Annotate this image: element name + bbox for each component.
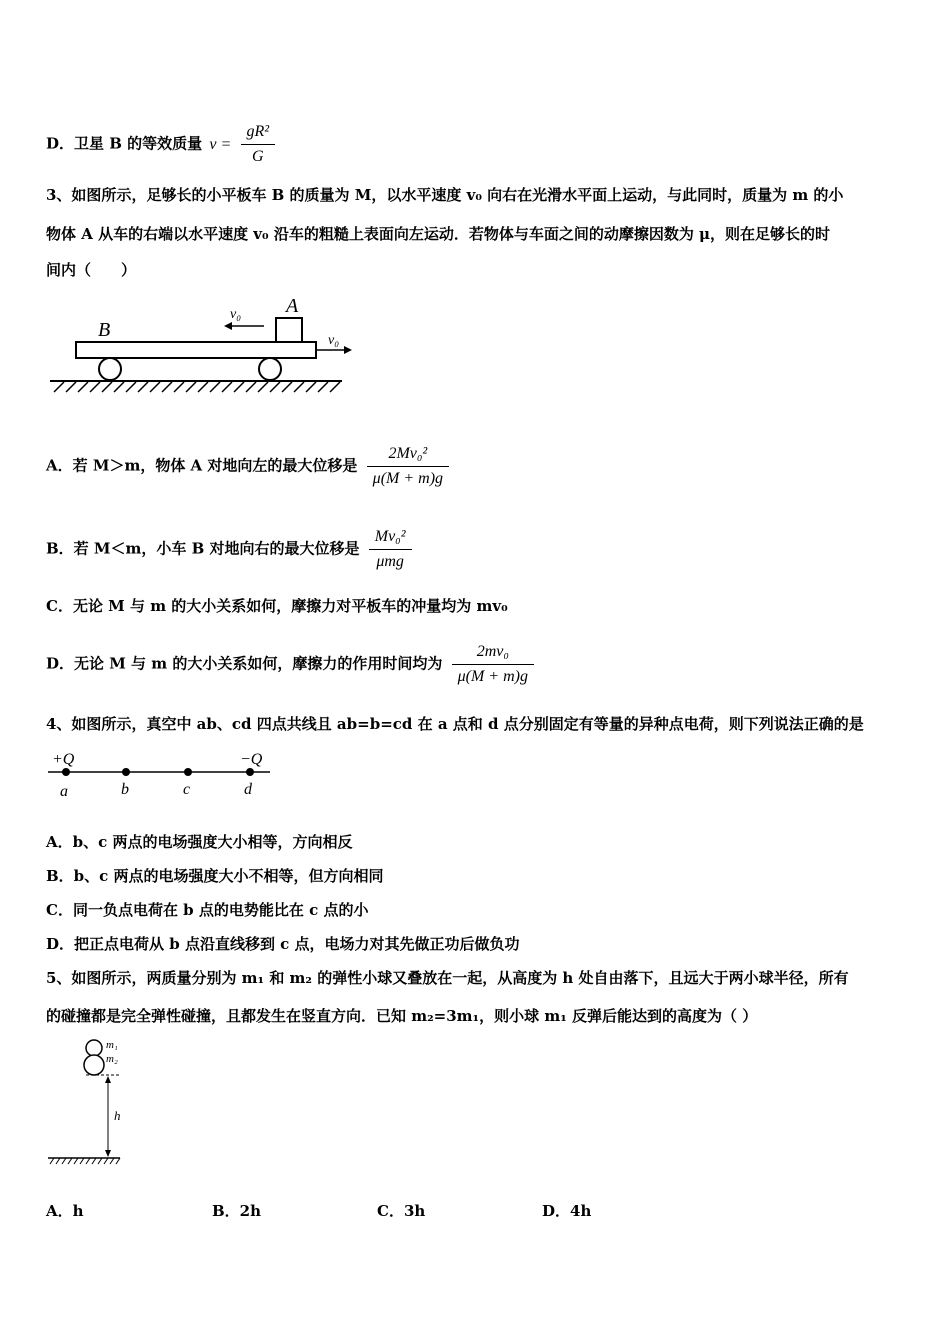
cart-wheel-left [99,358,121,380]
q5-stem-line-2: 的碰撞都是完全弹性碰撞，且都发生在竖直方向．已知 m₂=3m₁，则小球 m₁ 反弹后能达到的高度为（ ） [46,1007,758,1025]
q4-option-b: B．b、c 两点的电场强度大小不相等，但方向相同 [46,867,384,885]
cart-board [76,342,316,358]
q3-option-d-fraction [452,642,534,687]
q5-option-d: D．4h [542,1202,592,1220]
q3-option-c: C．无论 M 与 m 的大小关系如何，摩擦力对平板车的冲量均为 mv₀ [46,597,508,615]
charge-label-positive: +Q [52,751,75,768]
q3-option-d-text: D．无论 M 与 m 的大小关系如何，摩擦力的作用时间均为 [46,654,443,673]
q5-options-row [46,1200,746,1222]
cart-arrowhead [344,346,352,354]
q3-option-b-fraction [369,527,412,572]
point-c-dot [184,768,192,776]
q2-option-d [46,122,275,167]
block-a [276,318,302,342]
charge-label-negative: −Q [240,751,263,768]
point-label-b: b [121,781,129,798]
q2-formula-lhs: v = [209,135,232,153]
q3-option-a-numerator: 2Mv₀² [367,444,449,467]
point-b-dot [122,768,130,776]
height-label: h [114,1108,121,1123]
ball-m1-label: m₁ [106,1039,118,1051]
point-label-d: d [244,781,252,798]
ball-m2-label: m₂ [106,1053,118,1065]
q3-option-d [46,642,534,687]
cart-label-b: B [98,319,111,341]
ball-m2 [84,1055,104,1075]
q3-option-b [46,527,412,572]
q2-formula-denominator: G [252,148,264,165]
q5-option-a: A．h [46,1202,84,1220]
block-velocity-label: v₀ [230,307,242,322]
q3-option-a-text: A．若 M＞m，物体 A 对地向左的最大位移是 [46,456,358,475]
q3-option-d-denominator: μ(M + m)g [457,668,528,685]
q3-option-d-numerator: 2mv₀ [452,642,534,665]
q4-charge-figure [44,744,284,800]
q4-option-a: A．b、c 两点的电场强度大小相等，方向相反 [46,833,353,851]
q5-stem-line-1: 5、如图所示，两质量分别为 m₁ 和 m₂ 的弹性小球又叠放在一起，从高度为 h 处自由落下，且远大于两小球半径，所有 [46,969,849,987]
point-label-c: c [183,781,191,798]
block-a-arrowhead [224,322,232,330]
point-a-dot [62,768,70,776]
q3-option-b-text: B．若 M＜m，小车 B 对地向右的最大位移是 [46,539,360,558]
q3-option-a [46,444,449,489]
q4-option-c: C．同一负点电荷在 b 点的电势能比在 c 点的小 [46,901,369,919]
ball-m1 [86,1040,102,1056]
point-d-dot [246,768,254,776]
q4-option-d: D．把正点电荷从 b 点沿直线移到 c 点，电场力对其先做正功后做负功 [46,935,520,953]
height-arrowhead-top [105,1076,111,1083]
cart-wheel-right [259,358,281,380]
q3-option-b-numerator: Mv₀² [369,527,412,550]
q3-cart-figure [46,292,366,402]
q2-formula-numerator: gR² [241,122,276,145]
q3-option-a-denominator: μ(M + m)g [372,470,444,487]
q5-balls-figure [44,1036,134,1166]
q2-formula-fraction [241,122,276,167]
ground-hatching [54,382,340,392]
q5-ground-hatching [50,1158,120,1164]
q5-option-b: B．2h [212,1202,262,1220]
height-arrowhead-bottom [105,1150,111,1157]
block-label-a: A [286,295,299,317]
q5-option-c: C．3h [377,1202,426,1220]
q3-option-b-denominator: μmg [376,553,404,570]
point-label-a: a [60,783,68,800]
q3-stem-line-2: 物体 A 从车的右端以水平速度 v₀ 沿车的粗糙上表面向左运动．若物体与车面之间的动摩擦因数为 μ，则在足够长的时 [46,225,831,243]
cart-velocity-label: v₀ [328,333,340,348]
q2-option-d-text: D．卫星 B 的等效质量 [46,134,203,153]
q3-stem-line-1: 3、如图所示，足够长的小平板车 B 的质量为 M，以水平速度 v₀ 向右在光滑水平面上运动，与此同时，质量为 m 的小 [46,186,844,204]
q3-option-a-fraction [367,444,449,489]
q3-stem-line-3: 间内（ ） [46,261,137,279]
q4-stem: 4、如图所示，真空中 ab、cd 四点共线且 ab=b=cd 在 a 点和 d 点分别固定有等量的异种点电荷，则下列说法正确的是 [46,715,864,733]
